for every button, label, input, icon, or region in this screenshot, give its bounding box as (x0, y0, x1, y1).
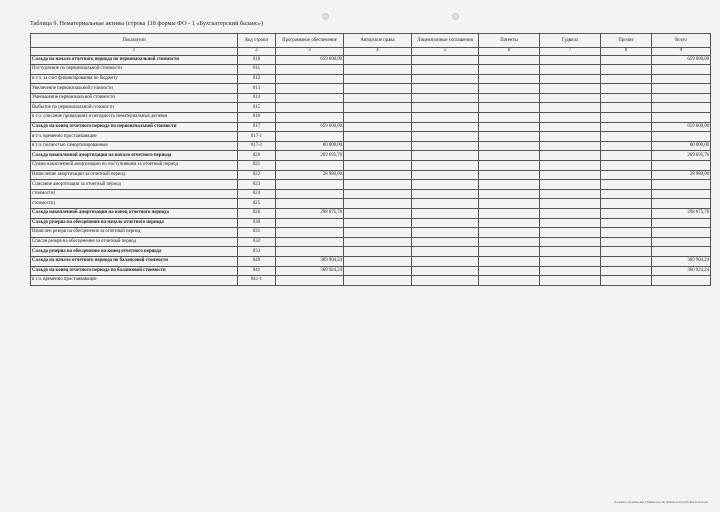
table-row (31, 199, 711, 209)
column-number: 9 (652, 48, 711, 56)
row-goodwill-value (540, 256, 601, 266)
row-patents-value (479, 199, 540, 209)
row-licenses-value (412, 189, 479, 199)
header-copyright: Авторские права (344, 34, 412, 48)
row-label: Списание амортизации за отчетный период (31, 180, 238, 190)
row-software-value (276, 65, 344, 75)
row-label: Сальдо на начало отчетного периода по балансовой стоимости (31, 256, 238, 266)
row-label: Выбытие по первоначальной стоимости (31, 103, 238, 113)
row-label: Начислен резерв на обесценение за отчетный период (31, 228, 238, 238)
row-goodwill-value (540, 161, 601, 171)
row-software-value (276, 161, 344, 171)
row-licenses-value (412, 218, 479, 228)
table-row (31, 161, 711, 171)
row-label: стоимости) (31, 199, 238, 209)
row-licenses-value (412, 170, 479, 180)
column-number: 1 (31, 48, 238, 56)
row-copyright-value (344, 199, 412, 209)
row-other-value (601, 132, 652, 142)
row-licenses-value (412, 237, 479, 247)
table-row (31, 122, 711, 132)
column-number-row (31, 48, 711, 56)
table-row (31, 276, 711, 286)
row-patents-value (479, 218, 540, 228)
row-patents-value (479, 132, 540, 142)
row-label: Сальдо накопленной амортизации на начало отчетного периода (31, 151, 238, 161)
row-label: в т.ч. временно простаивающие (31, 276, 238, 286)
row-patents-value (479, 74, 540, 84)
row-label: Начисление амортизации за отчетный период (31, 170, 238, 180)
row-code: 040 (238, 256, 276, 266)
row-software-value (276, 93, 344, 103)
row-other-value (601, 256, 652, 266)
row-copyright-value (344, 103, 412, 113)
row-patents-value (479, 228, 540, 238)
row-other-value (601, 218, 652, 228)
row-licenses-value (412, 256, 479, 266)
table-row (31, 180, 711, 190)
row-software-value: 80 000,00 (276, 141, 344, 151)
table-row (31, 266, 711, 276)
column-number: 6 (479, 48, 540, 56)
row-code: 016 (238, 113, 276, 123)
row-code: 025 (238, 199, 276, 209)
row-code: 041 (238, 266, 276, 276)
row-total-value (652, 276, 711, 286)
row-other-value (601, 122, 652, 132)
row-label: в т.ч. списание пришедших в негодность нематериальных активов (31, 113, 238, 123)
row-total-value (652, 180, 711, 190)
table-row (31, 209, 711, 219)
table-row (31, 132, 711, 142)
table-row (31, 113, 711, 123)
table-row (31, 84, 711, 94)
row-code: 013 (238, 84, 276, 94)
table-row (31, 141, 711, 151)
column-number: 3 (276, 48, 344, 56)
row-licenses-value (412, 55, 479, 65)
row-goodwill-value (540, 55, 601, 65)
row-copyright-value (344, 247, 412, 257)
header-indicators: Показатели (31, 34, 238, 48)
row-total-value: 269 695,76 (652, 151, 711, 161)
row-goodwill-value (540, 199, 601, 209)
header-patents: Патенты (479, 34, 540, 48)
row-other-value (601, 247, 652, 257)
row-copyright-value (344, 122, 412, 132)
row-other-value (601, 189, 652, 199)
row-licenses-value (412, 122, 479, 132)
row-goodwill-value (540, 113, 601, 123)
row-goodwill-value (540, 122, 601, 132)
row-other-value (601, 103, 652, 113)
row-label: Увеличение первоначальной стоимости (31, 84, 238, 94)
row-code: 015 (238, 103, 276, 113)
row-total-value (652, 132, 711, 142)
punch-hole-left (322, 13, 329, 20)
row-patents-value (479, 84, 540, 94)
row-other-value (601, 151, 652, 161)
row-software-value: 659 600,00 (276, 55, 344, 65)
row-label: Списан резерв на обесценение за отчетный период (31, 237, 238, 247)
row-code: 024 (238, 189, 276, 199)
row-other-value (601, 209, 652, 219)
row-copyright-value (344, 266, 412, 276)
row-total-value (652, 113, 711, 123)
column-number: 4 (344, 48, 412, 56)
column-number: 8 (601, 48, 652, 56)
row-total-value: 389 904,24 (652, 256, 711, 266)
row-patents-value (479, 141, 540, 151)
row-label: Сальдо накопленной амортизации на конец отчетного периода (31, 209, 238, 219)
row-licenses-value (412, 199, 479, 209)
row-code: 030 (238, 218, 276, 228)
row-licenses-value (412, 151, 479, 161)
row-licenses-value (412, 180, 479, 190)
row-patents-value (479, 170, 540, 180)
row-copyright-value (344, 170, 412, 180)
row-copyright-value (344, 65, 412, 75)
row-code: 021 (238, 161, 276, 171)
row-label: в т.ч. за счет финансирования по бюджету (31, 74, 238, 84)
row-other-value (601, 266, 652, 276)
row-software-value (276, 113, 344, 123)
table-row (31, 256, 711, 266)
column-number: 5 (412, 48, 479, 56)
row-code: 017 (238, 122, 276, 132)
row-other-value (601, 141, 652, 151)
row-patents-value (479, 256, 540, 266)
row-goodwill-value (540, 218, 601, 228)
row-software-value: 659 600,00 (276, 122, 344, 132)
row-total-value (652, 65, 711, 75)
row-label: Сальдо на конец отчетного периода по первоначальной стоимости (31, 122, 238, 132)
row-label: Сальдо на конец отчетного периода по балансовой стоимости (31, 266, 238, 276)
row-software-value (276, 84, 344, 94)
row-copyright-value (344, 132, 412, 142)
header-goodwill: Гудвилл (540, 34, 601, 48)
row-goodwill-value (540, 209, 601, 219)
header-total: Всего (652, 34, 711, 48)
row-total-value: 28 980,00 (652, 170, 711, 180)
row-label: Сальдо резерва на обесценение на конец отчетного периода (31, 247, 238, 257)
table-row (31, 151, 711, 161)
row-software-value (276, 237, 344, 247)
row-code: 017-2 (238, 141, 276, 151)
row-code: 033 (238, 247, 276, 257)
row-other-value (601, 170, 652, 180)
row-patents-value (479, 113, 540, 123)
row-other-value (601, 199, 652, 209)
row-total-value (652, 161, 711, 171)
row-total-value: 80 000,00 (652, 141, 711, 151)
row-goodwill-value (540, 237, 601, 247)
row-patents-value (479, 189, 540, 199)
row-copyright-value (344, 189, 412, 199)
row-copyright-value (344, 256, 412, 266)
table-row (31, 55, 711, 65)
row-other-value (601, 93, 652, 103)
row-licenses-value (412, 93, 479, 103)
row-software-value (276, 103, 344, 113)
row-software-value (276, 180, 344, 190)
row-total-value (652, 228, 711, 238)
row-label: Поступление по первоначальной стоимости (31, 65, 238, 75)
row-licenses-value (412, 84, 479, 94)
row-code: 026 (238, 209, 276, 219)
row-software-value (276, 218, 344, 228)
row-goodwill-value (540, 65, 601, 75)
row-code: 012 (238, 74, 276, 84)
row-other-value (601, 161, 652, 171)
header-software: Программное обеспечение (276, 34, 344, 48)
row-other-value (601, 228, 652, 238)
row-copyright-value (344, 218, 412, 228)
row-licenses-value (412, 228, 479, 238)
row-label: в т.ч. полностью самортизированные (31, 141, 238, 151)
row-software-value: 269 695,76 (276, 151, 344, 161)
punch-hole-right (452, 13, 459, 20)
row-patents-value (479, 65, 540, 75)
table-row (31, 65, 711, 75)
row-patents-value (479, 55, 540, 65)
row-patents-value (479, 161, 540, 171)
row-copyright-value (344, 237, 412, 247)
row-software-value: 389 904,24 (276, 256, 344, 266)
row-copyright-value (344, 228, 412, 238)
row-label: Уменьшение первоначальной стоимости (31, 93, 238, 103)
row-software-value (276, 74, 344, 84)
row-licenses-value (412, 113, 479, 123)
row-goodwill-value (540, 180, 601, 190)
row-licenses-value (412, 132, 479, 142)
row-goodwill-value (540, 103, 601, 113)
row-label: Сальдо резерва на обесценение на начало отчетного периода (31, 218, 238, 228)
row-licenses-value (412, 266, 479, 276)
row-licenses-value (412, 141, 479, 151)
row-licenses-value (412, 65, 479, 75)
row-patents-value (479, 266, 540, 276)
row-code: 011 (238, 65, 276, 75)
row-label: в т.ч. временно простаивающие (31, 132, 238, 142)
row-label: стоимости) (31, 189, 238, 199)
row-code: 022 (238, 170, 276, 180)
row-copyright-value (344, 276, 412, 286)
row-other-value (601, 113, 652, 123)
row-software-value: 28 980,00 (276, 170, 344, 180)
row-code: 010 (238, 55, 276, 65)
row-patents-value (479, 103, 540, 113)
row-other-value (601, 180, 652, 190)
column-number: 2 (238, 48, 276, 56)
row-label: Сумма накопленной амортизации по поступившим за отчетный период (31, 161, 238, 171)
row-goodwill-value (540, 132, 601, 142)
row-other-value (601, 65, 652, 75)
row-licenses-value (412, 74, 479, 84)
row-patents-value (479, 237, 540, 247)
row-patents-value (479, 122, 540, 132)
row-licenses-value (412, 103, 479, 113)
row-code: 020 (238, 151, 276, 161)
row-goodwill-value (540, 93, 601, 103)
row-total-value (652, 199, 711, 209)
row-copyright-value (344, 84, 412, 94)
row-software-value: 360 924,24 (276, 266, 344, 276)
header-code: Код строки (238, 34, 276, 48)
column-number: 7 (540, 48, 601, 56)
row-goodwill-value (540, 151, 601, 161)
table-row (31, 74, 711, 84)
row-code: 023 (238, 180, 276, 190)
row-code: 014 (238, 93, 276, 103)
row-total-value: 659 600,00 (652, 55, 711, 65)
row-software-value (276, 247, 344, 257)
row-other-value (601, 84, 652, 94)
row-total-value: 659 600,00 (652, 122, 711, 132)
table-row (31, 228, 711, 238)
row-patents-value (479, 276, 540, 286)
row-software-value (276, 276, 344, 286)
row-total-value: 298 675,76 (652, 209, 711, 219)
row-total-value (652, 247, 711, 257)
table-row (31, 237, 711, 247)
row-total-value (652, 218, 711, 228)
row-licenses-value (412, 209, 479, 219)
row-goodwill-value (540, 84, 601, 94)
row-code: 032 (238, 237, 276, 247)
row-copyright-value (344, 141, 412, 151)
table-row (31, 170, 711, 180)
row-total-value (652, 93, 711, 103)
row-licenses-value (412, 247, 479, 257)
row-patents-value (479, 93, 540, 103)
row-code: 031 (238, 228, 276, 238)
row-software-value (276, 228, 344, 238)
row-patents-value (479, 247, 540, 257)
row-goodwill-value (540, 189, 601, 199)
row-copyright-value (344, 93, 412, 103)
row-other-value (601, 237, 652, 247)
table-row (31, 218, 711, 228)
row-goodwill-value (540, 228, 601, 238)
table-row (31, 247, 711, 257)
row-software-value (276, 189, 344, 199)
row-copyright-value (344, 74, 412, 84)
table-row (31, 93, 711, 103)
row-total-value (652, 237, 711, 247)
row-goodwill-value (540, 276, 601, 286)
row-other-value (601, 276, 652, 286)
footer-note: Документ сформирован в Министерстве финансов Республики Казахстан (613, 500, 708, 504)
row-copyright-value (344, 209, 412, 219)
row-copyright-value (344, 180, 412, 190)
header-other: Прочие (601, 34, 652, 48)
row-copyright-value (344, 55, 412, 65)
table-caption: Таблица 9. Нематериальные активы (строка 118 формы ФО - 1 «Бухгалтерский баланс») (30, 20, 263, 27)
row-software-value (276, 132, 344, 142)
row-software-value: 298 675,76 (276, 209, 344, 219)
intangible-assets-table (30, 33, 710, 286)
row-patents-value (479, 209, 540, 219)
row-code: 041-1 (238, 276, 276, 286)
row-total-value (652, 84, 711, 94)
row-other-value (601, 55, 652, 65)
row-total-value (652, 74, 711, 84)
row-patents-value (479, 180, 540, 190)
row-goodwill-value (540, 266, 601, 276)
row-goodwill-value (540, 170, 601, 180)
header-row (31, 34, 711, 48)
row-total-value: 360 924,24 (652, 266, 711, 276)
row-other-value (601, 74, 652, 84)
table-row (31, 189, 711, 199)
row-total-value (652, 189, 711, 199)
row-licenses-value (412, 161, 479, 171)
row-copyright-value (344, 151, 412, 161)
row-label: Сальдо на начало отчетного периода по первоначальной стоимости (31, 55, 238, 65)
row-total-value (652, 103, 711, 113)
header-licenses: Лицензионные соглашения (412, 34, 479, 48)
table-row (31, 103, 711, 113)
row-copyright-value (344, 161, 412, 171)
row-licenses-value (412, 276, 479, 286)
row-goodwill-value (540, 247, 601, 257)
row-goodwill-value (540, 141, 601, 151)
row-software-value (276, 199, 344, 209)
row-goodwill-value (540, 74, 601, 84)
row-patents-value (479, 151, 540, 161)
row-copyright-value (344, 113, 412, 123)
row-code: 017-1 (238, 132, 276, 142)
